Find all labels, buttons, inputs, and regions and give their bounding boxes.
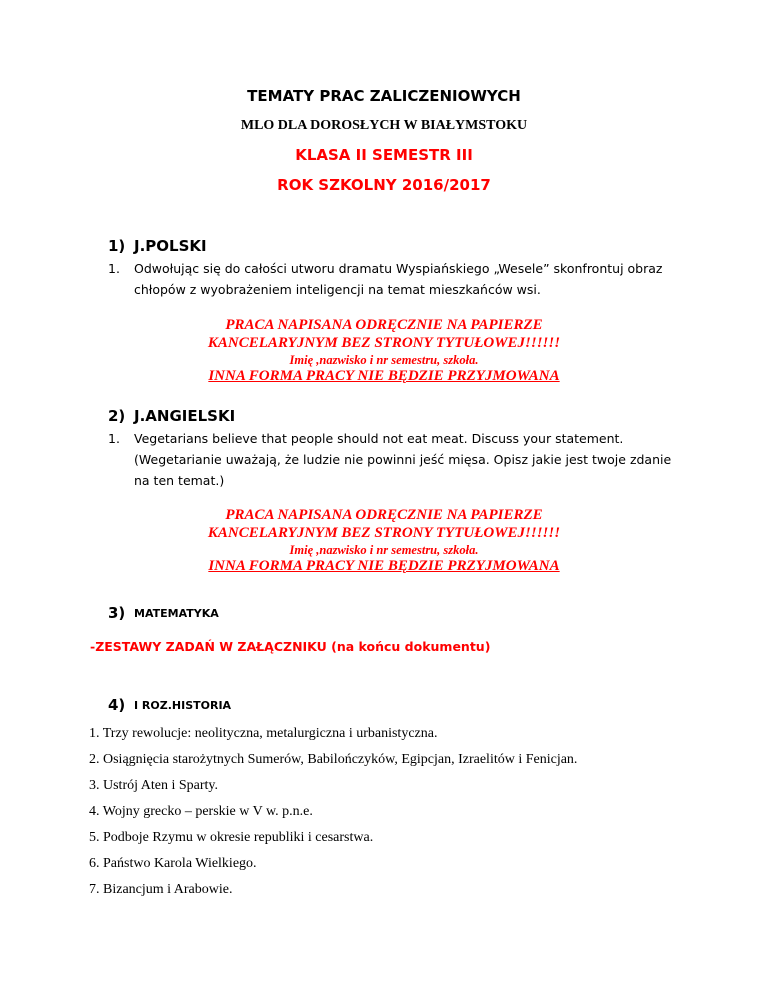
school-name: MLO DLA DOROSŁYCH W BIAŁYMSTOKU <box>240 118 528 133</box>
section-1-item-line: chłopów z wyobrażeniem inteligencji na temat mieszkańców wsi. <box>134 282 541 297</box>
document-title: TEMATY PRAC ZALICZENIOWYCH <box>247 87 521 105</box>
section-2-item-line: (Wegetarianie uważają, że ludzie nie powinni jeść mięsa. Opisz jakie jest twoje zdanie <box>134 452 672 467</box>
notice-line: KANCELARYJNYM BEZ STRONY TYTUŁOWEJ!!!!!! <box>207 335 561 351</box>
section-2-item-line: Vegetarians believe that people should not eat meat. Discuss your statement. <box>134 431 624 446</box>
notice-warning: INNA FORMA PRACY NIE BĘDZIE PRZYJMOWANA <box>208 558 560 574</box>
notice-line: Imię ,nazwisko i nr semestru, szkoła. <box>289 543 479 557</box>
section-1-item-line: Odwołując się do całości utworu dramatu Wyspiańskiego „Wesele” skonfrontuj obraz <box>134 261 663 276</box>
school-year: ROK SZKOLNY 2016/2017 <box>277 176 491 194</box>
section-4-number: 4) <box>108 696 126 714</box>
notice-warning: INNA FORMA PRACY NIE BĘDZIE PRZYJMOWANA <box>208 368 560 384</box>
notice-line: PRACA NAPISANA ODRĘCZNIE NA PAPIERZE <box>225 317 543 333</box>
class-semester: KLASA II SEMESTR III <box>295 146 473 164</box>
history-topic: 3. Ustrój Aten i Sparty. <box>89 778 218 793</box>
section-2-number: 2) <box>108 407 126 425</box>
section-1-title: J.POLSKI <box>134 237 207 255</box>
section-2-item-number: 1. <box>108 431 120 446</box>
section-3-title: MATEMATYKA <box>134 607 219 620</box>
math-attachment-note: -ZESTAWY ZADAŃ W ZAŁĄCZNIKU (na końcu dokumentu) <box>90 639 491 654</box>
history-topic: 4. Wojny grecko – perskie w V w. p.n.e. <box>89 804 313 819</box>
section-2-item-line: na ten temat.) <box>134 473 225 488</box>
section-2-title: J.ANGIELSKI <box>134 407 236 425</box>
section-1-number: 1) <box>108 237 126 255</box>
history-topic: 1. Trzy rewolucje: neolityczna, metalurgiczna i urbanistyczna. <box>89 726 438 741</box>
section-4-title: I ROZ.HISTORIA <box>134 699 232 712</box>
section-1-item-number: 1. <box>108 261 120 276</box>
history-topic: 7. Bizancjum i Arabowie. <box>89 882 233 897</box>
notice-line: KANCELARYJNYM BEZ STRONY TYTUŁOWEJ!!!!!! <box>207 525 561 541</box>
notice-line: Imię ,nazwisko i nr semestru, szkoła. <box>289 353 479 367</box>
history-topic: 6. Państwo Karola Wielkiego. <box>89 856 257 871</box>
history-topic: 5. Podboje Rzymu w okresie republiki i cesarstwa. <box>89 830 374 845</box>
history-topic: 2. Osiągnięcia starożytnych Sumerów, Babilończyków, Egipcjan, Izraelitów i Fenicjan. <box>89 752 578 767</box>
section-3-number: 3) <box>108 604 126 622</box>
notice-line: PRACA NAPISANA ODRĘCZNIE NA PAPIERZE <box>225 507 543 523</box>
